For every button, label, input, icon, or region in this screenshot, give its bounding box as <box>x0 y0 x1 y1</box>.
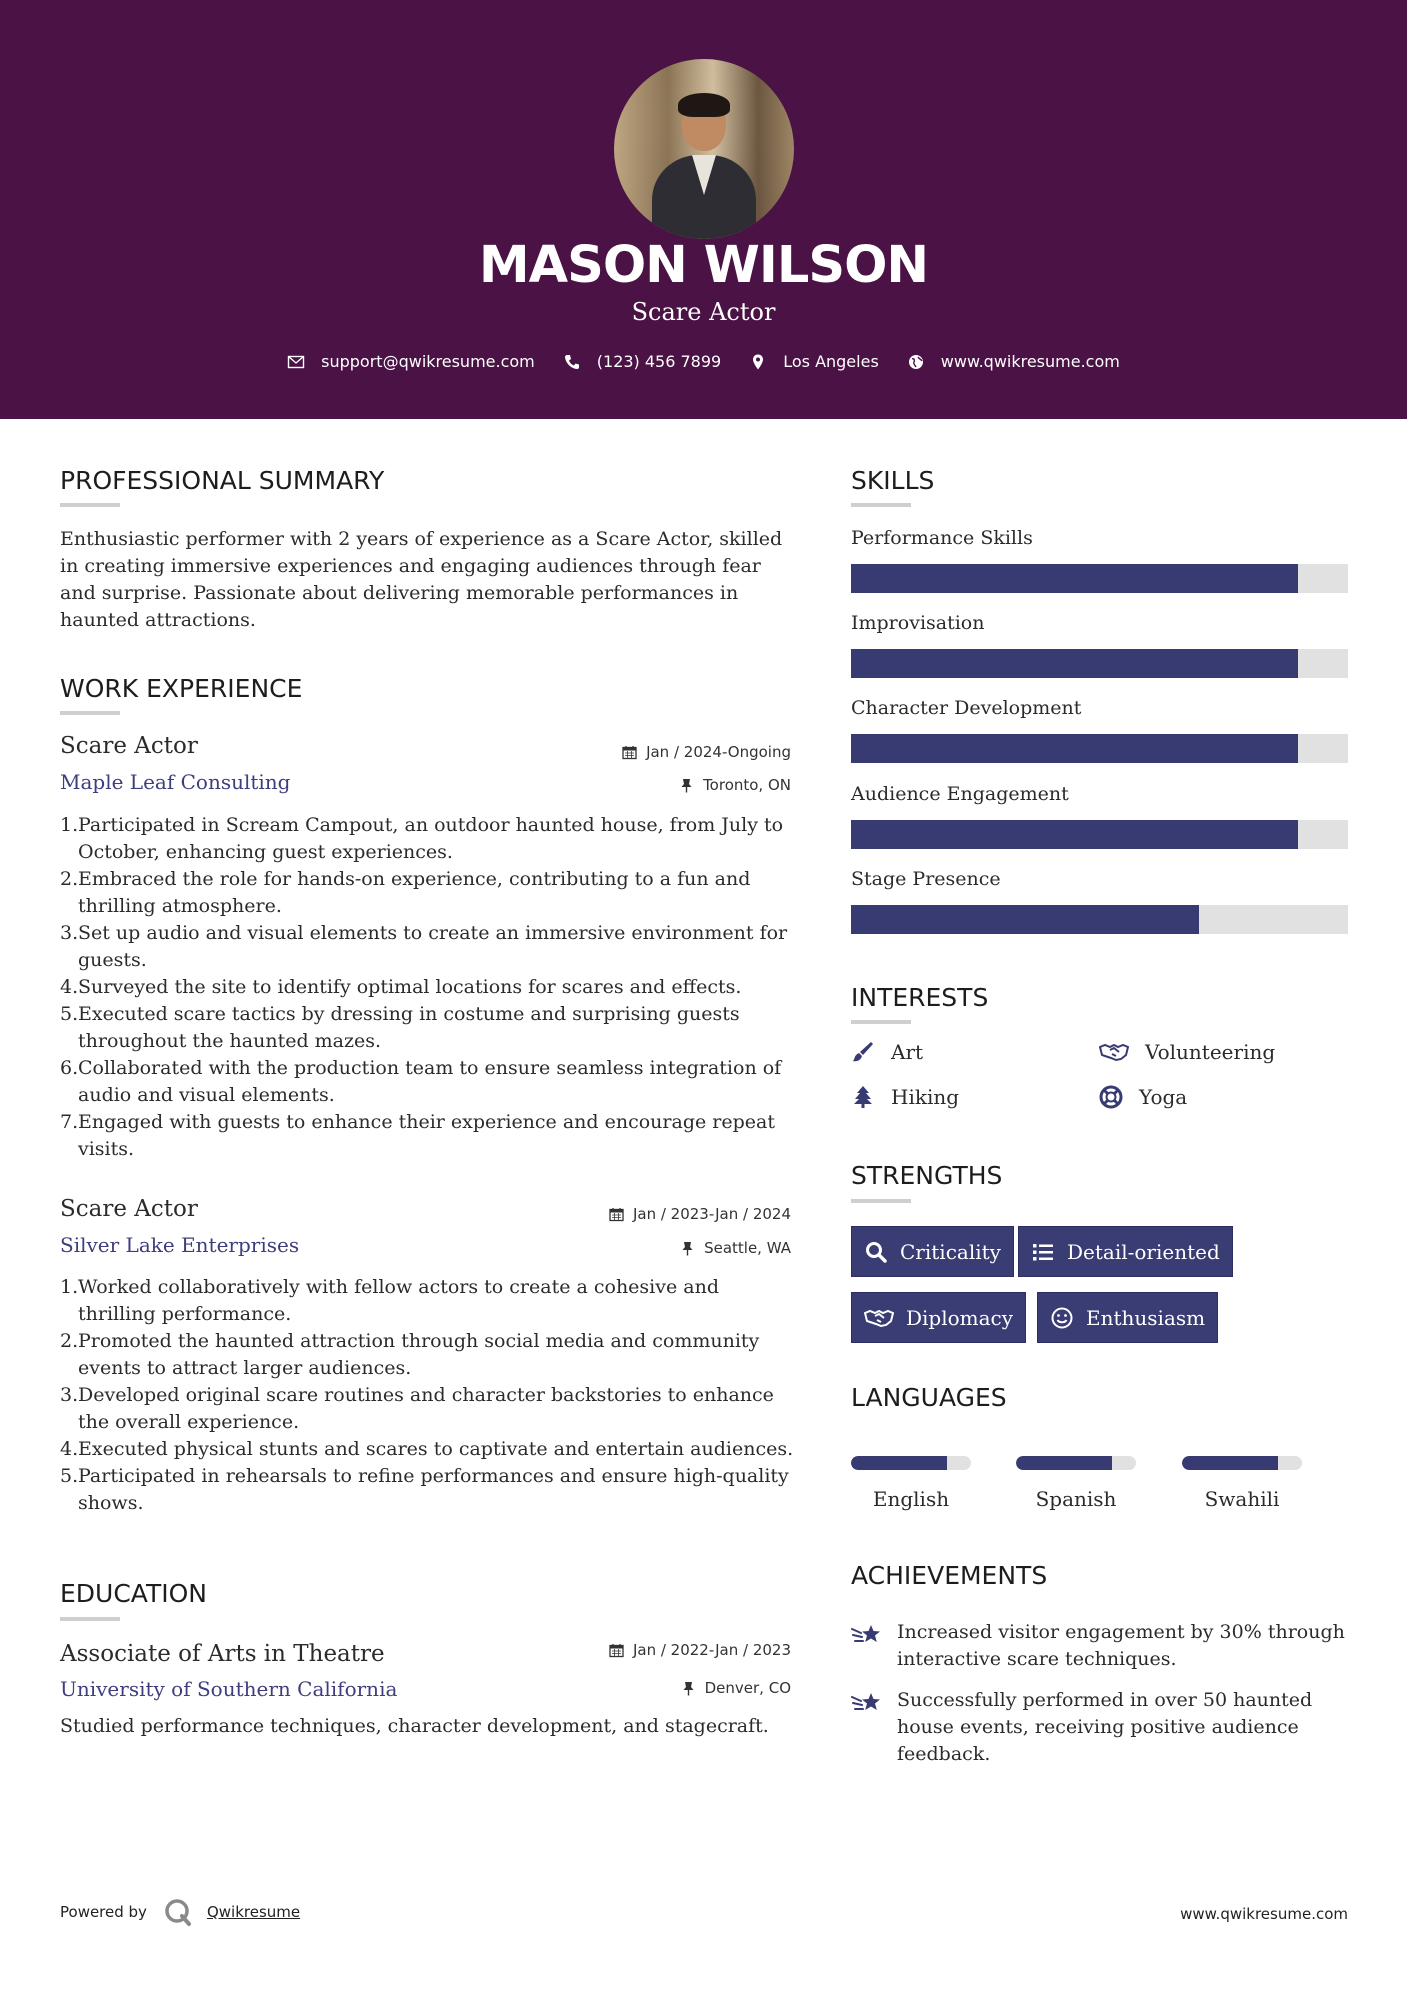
achievement-item <box>851 1687 1351 1768</box>
strength-chip <box>1018 1226 1233 1277</box>
languages-heading: LANGUAGES <box>851 1383 1007 1412</box>
skill-bar-fill <box>851 905 1199 934</box>
skill-bar <box>851 649 1348 678</box>
job-location <box>500 1239 791 1257</box>
strength-label: Enthusiasm <box>1086 1305 1206 1330</box>
section-divider <box>851 1199 911 1203</box>
strengths-heading: STRENGTHS <box>851 1161 1003 1190</box>
summary-text: Enthusiastic performer with 2 years of experience as a Scare Actor, skilled in creating immersive experiences and engaging audiences through fear and surprise. Passionate about delivering memorable performances in haunted attractions. <box>60 528 783 631</box>
tree-icon <box>851 1085 875 1109</box>
envelope-icon <box>287 353 305 371</box>
contact-website[interactable] <box>907 352 1120 371</box>
strength-chip <box>851 1226 1014 1277</box>
calendar-icon <box>622 745 637 760</box>
job-company: Silver Lake Enterprises <box>60 1233 300 1257</box>
job-dates-text: Jan / 2024-Ongoing <box>646 743 791 761</box>
language-label: Swahili <box>1204 1487 1280 1511</box>
job-duties-list <box>60 812 800 1163</box>
job-dates-text: Jan / 2023-Jan / 2024 <box>632 1205 791 1223</box>
pushpin-icon <box>681 1681 696 1696</box>
job-location-text: Seattle, WA <box>704 1239 791 1257</box>
handshake-icon <box>1099 1040 1129 1064</box>
map-marker-icon <box>749 353 767 371</box>
skill-bar-fill <box>851 649 1298 678</box>
skill-label: Audience Engagement <box>851 783 1069 805</box>
list-item: Executed physical stunts and scares to captivate and entertain audiences. <box>78 1438 794 1460</box>
education-dates <box>500 1641 791 1659</box>
list-item: Collaborated with the production team to ensure seamless integration of audio and visual elements. <box>78 1057 782 1106</box>
contact-bar <box>0 352 1407 371</box>
search-icon <box>864 1240 888 1264</box>
contact-phone[interactable] <box>563 352 721 371</box>
achievement-text: Increased visitor engagement by 30% through interactive scare techniques. <box>897 1621 1345 1670</box>
list-item: Promoted the haunted attraction through social media and community events to attract larger audiences. <box>78 1330 760 1379</box>
smile-icon <box>1050 1306 1074 1330</box>
strength-label: Detail-oriented <box>1067 1239 1220 1264</box>
powered-by-text: Powered by <box>60 1903 147 1921</box>
job-duties-list <box>60 1274 800 1517</box>
skill-bar-fill <box>851 820 1298 849</box>
contact-email[interactable] <box>287 352 535 371</box>
list-item: Participated in rehearsals to refine performances and ensure high-quality shows. <box>78 1465 789 1514</box>
job-location <box>500 776 791 794</box>
interest-label: Yoga <box>1139 1085 1188 1109</box>
interest-item <box>851 1040 923 1064</box>
school-name: University of Southern California <box>60 1677 398 1701</box>
location-text: Los Angeles <box>783 352 879 371</box>
list-icon <box>1031 1240 1055 1264</box>
resume-header <box>0 0 1407 419</box>
interest-label: Hiking <box>891 1085 960 1109</box>
skill-label: Improvisation <box>851 612 985 634</box>
section-divider <box>851 503 911 507</box>
language-label: Spanish <box>1035 1487 1117 1511</box>
education-location <box>500 1679 791 1697</box>
lifebuoy-icon <box>1099 1085 1123 1109</box>
job-title: Scare Actor <box>60 733 198 759</box>
list-item: Worked collaboratively with fellow actors to create a cohesive and thrilling performance. <box>78 1276 719 1325</box>
qwikresume-logo-icon <box>163 1897 193 1927</box>
education-description: Studied performance techniques, character development, and stagecraft. <box>60 1715 769 1737</box>
email-text: support@qwikresume.com <box>321 352 535 371</box>
strength-chip <box>851 1292 1026 1343</box>
website-text: www.qwikresume.com <box>940 352 1120 371</box>
paintbrush-icon <box>851 1040 875 1064</box>
achievement-text: Successfully performed in over 50 haunted house events, receiving positive audience feedback. <box>897 1689 1313 1765</box>
skill-bar <box>851 564 1348 593</box>
language-bar-fill <box>1016 1456 1112 1470</box>
skill-bar <box>851 905 1348 934</box>
handshake-icon <box>864 1306 894 1330</box>
profile-photo <box>614 59 794 239</box>
strength-label: Diplomacy <box>906 1305 1014 1330</box>
language-bar <box>851 1456 971 1470</box>
skill-bar-fill <box>851 564 1298 593</box>
interest-item <box>1099 1040 1275 1064</box>
list-item: Embraced the role for hands-on experience, contributing to a fun and thrilling atmosphere. <box>78 868 751 917</box>
candidate-role: Scare Actor <box>631 298 776 326</box>
contact-location <box>749 352 879 371</box>
experience-heading: WORK EXPERIENCE <box>60 674 303 703</box>
achievement-item <box>851 1619 1351 1673</box>
interest-label: Art <box>891 1040 924 1064</box>
phone-text: (123) 456 7899 <box>596 352 722 371</box>
footer-website-link[interactable]: www.qwikresume.com <box>1180 1905 1348 1923</box>
job-title: Scare Actor <box>60 1196 198 1222</box>
interest-item <box>1099 1085 1187 1109</box>
strength-chip <box>1037 1292 1218 1343</box>
degree-title: Associate of Arts in Theatre <box>60 1641 385 1667</box>
calendar-icon <box>609 1207 624 1222</box>
list-item: Executed scare tactics by dressing in costume and surprising guests throughout the haunted mazes. <box>78 1003 740 1052</box>
shooting-star-icon <box>851 1689 883 1717</box>
calendar-icon <box>609 1643 624 1658</box>
skill-label: Stage Presence <box>851 868 1001 890</box>
skill-label: Performance Skills <box>851 527 1033 549</box>
job-dates <box>500 743 791 761</box>
list-item: Surveyed the site to identify optimal locations for scares and effects. <box>78 976 742 998</box>
language-bar <box>1182 1456 1302 1470</box>
list-item: Engaged with guests to enhance their experience and encourage repeat visits. <box>78 1111 775 1160</box>
section-divider <box>851 1020 911 1024</box>
interest-label: Volunteering <box>1145 1040 1276 1064</box>
job-location-text: Toronto, ON <box>703 776 791 794</box>
job-dates <box>500 1205 791 1223</box>
skills-heading: SKILLS <box>851 466 935 495</box>
language-bar-fill <box>1182 1456 1278 1470</box>
footer-powered-by <box>60 1897 300 1927</box>
education-heading: EDUCATION <box>60 1579 207 1608</box>
interests-heading: INTERESTS <box>851 983 989 1012</box>
list-item: Participated in Scream Campout, an outdoor haunted house, from July to October, enhancing guest experiences. <box>78 814 784 863</box>
qwikresume-link[interactable]: Qwikresume <box>206 1903 301 1921</box>
skill-bar-fill <box>851 734 1298 763</box>
section-divider <box>60 503 120 507</box>
language-bar-fill <box>851 1456 947 1470</box>
skill-bar <box>851 820 1348 849</box>
summary-heading: PROFESSIONAL SUMMARY <box>60 466 385 495</box>
phone-icon <box>563 353 581 371</box>
pushpin-icon <box>679 778 694 793</box>
list-item: Set up audio and visual elements to create an immersive environment for guests. <box>78 922 788 971</box>
skill-label: Character Development <box>851 697 1082 719</box>
language-bar <box>1016 1456 1136 1470</box>
globe-icon <box>907 353 925 371</box>
interest-item <box>851 1085 959 1109</box>
education-dates-text: Jan / 2022-Jan / 2023 <box>632 1641 791 1659</box>
pushpin-icon <box>680 1241 695 1256</box>
shooting-star-icon <box>851 1621 883 1649</box>
language-label: English <box>872 1487 950 1511</box>
skill-bar <box>851 734 1348 763</box>
list-item: Developed original scare routines and character backstories to enhance the overall experience. <box>78 1384 774 1433</box>
strength-label: Criticality <box>900 1239 1001 1264</box>
candidate-name: MASON WILSON <box>478 236 929 295</box>
section-divider <box>60 711 120 715</box>
education-location-text: Denver, CO <box>704 1679 791 1697</box>
achievements-heading: ACHIEVEMENTS <box>851 1561 1048 1590</box>
job-company: Maple Leaf Consulting <box>60 770 291 794</box>
section-divider <box>60 1617 120 1621</box>
